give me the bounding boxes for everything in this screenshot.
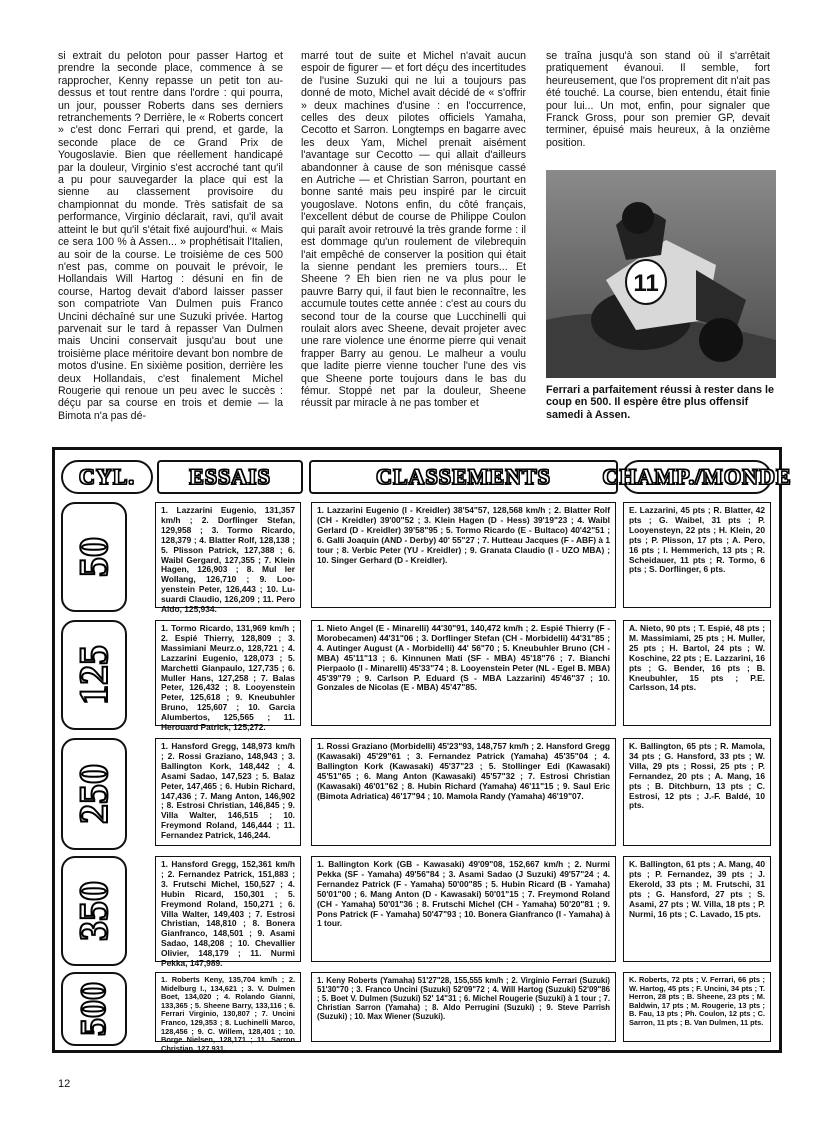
cyl-label: 500 xyxy=(73,982,113,1036)
cyl-badge xyxy=(61,972,127,1046)
essais-cell: 1. Lazzarini Eugenio, 131,357 km/h ; 2. Dorflinger Stefan, 129,958 ; 3. Tormo Ricardo, 128,379 ; 4. Blatter Rolf, 128,138 ; 5. Plisson Patrick, 127,388 ; 6. Waibl Gergard, 127,355 ; 7. Klein Hagen, 126,903 ; 8. Mul ler Wollang, 126,710 ; 9. Loo- yenstein Peter, 126,443 ; 10. Lu- suardi Claudio, 126,209 ; 11. Pero Aldo, 125,934. xyxy=(155,502,301,608)
article-column-1: si extrait du peloton pour passer Hartog et prendre la seconde place, commence à se rapprocher, Kenny repasse un petit ton au-dessus et tout rentre dans l'ordre : qui pourra, un jour, pousser Roberts dans ses derniers retranchements ? Derrière, le « Roberts concert » c'est donc Ferrari qui prend, et garde, la seconde place de ce Grand Prix de Yougoslavie. Bien que réellement handicapé par la douleur, Virginio s'est accroché tant qu'il a pu pour sauvegarder la place qui est la sienne au classement provisoire du championnat du monde. Très satisfait de sa performance, Virginio déclarait, ravi, qu'il avait atteint le but qu'il s'était fixé aujourd'hui. « Mais ce sera 100 % à Assen... » prophétisait l'Italien, au soir de la course. Le troisième de ces 500 n'est pas, comme on pouvait le prévoir, le Hollandais Will Hartog : désuni en fin de course, Hartog devait d'abord laisser passer son compatriote Van Dulmen puis Franco Uncini déchaîné sur une Suzuki privée. Hartog parvenait sur le tard à repasser Van Dulmen mais Uncini conservait jusqu'au bout une troisième place méritoire devant bon nombre de motos d'usine. En sixième position, derrière les deux Hollandais, c'est finalement Michel Rougerie qui renoue un peu avec le succès : déçu par sa course en trois et demie — la Bimota n'a pas dé- xyxy=(58,50,283,422)
classements-cell: 1. Ballington Kork (GB - Kawasaki) 49'09"08, 152,667 km/h ; 2. Nurmi Pekka (SF - Yamaha) 49'56"84 ; 3. Asami Sadao (J Suzuki) 49'57"24 ; 4. Fernandez Patrick (F - Yamaha) 50'00"85 ; 5. Hubin Ricard (B - Yamaha) 50'01"00 ; 6. Mang Anton (D - Kawasaki) 50'01"15 ; 7. Freymond Roland (CH - Yamaha) 50'01"36 ; 8. Frutschi Michel (CH - Yamaha) 50'20"81 ; 9. Pons Patrick (F - Yamaha) 50'47"93 ; 10. Bonera Gianfranco (I - Yamaha) à 1 tour. xyxy=(311,856,616,962)
header-essais: ESSAIS xyxy=(157,460,303,494)
article-column-2: marré tout de suite et Michel n'avait aucun espoir de figurer — et fort déçu des incertitudes de l'usine Suzuki qui ne lui a toujours pas donné de moto, Michel avait décidé de « s'offrir » deux machines d'usine : en l'occurrence, celles des deux pilotes officiels Yamaha, Cecotto et Sarron. Longtemps en bagarre avec les deux Yam, Michel prenait aisément l'avantage sur Cecotto — qui allait d'ailleurs abandonner à cause de son ménisque cassé en Autriche — et Christian Sarron, pourtant en bonne santé mais peu inspiré par le circuit yougoslave. Notons enfin, du côté français, l'excellent début de course de Philippe Coulon qui paraît avoir retrouvé la très grande forme : il est dommage qu'un roulement de vilebrequin l'ait empêché de conserver la position qui était la sienne pendant les premiers tours... Et Sheene ? Eh bien rien ne va plus pour le pauvre Barry qui, il faut bien le reconnaître, les accumule toutes cette année : c'est au cours du second tour de la course que Lucchinelli qui roulait alors avec Sheene, devait projeter avec une rare violence une énorme pierre qui venait frapper Barry au genou. Le malheur a voulu que ladite pierre vienne toucher l'une des vis que Sheene porte toujours dans le bas du fémur. Stoppé net par la douleur, Sheene réussit par miracle à ne pas tomber et xyxy=(301,50,526,410)
champ-cell: E. Lazzarini, 45 pts ; R. Blatter, 42 pts ; G. Waibel, 31 pts ; P. Looyensteyn, 22 pts ; H. Klein, 20 pts ; P. Plisson, 17 pts ; A. Pero, 16 pts ; I. Hemmerich, 13 pts ; R. Scheidauer, 11 pts ; R. Tormo, 6 pts ; S. Dorflinger, 6 pts. xyxy=(623,502,771,608)
cyl-badge xyxy=(61,502,127,612)
photo-caption: Ferrari a parfaitement réussi à rester dans le coup en 500. Il espère être plus offensif samedi à Assen. xyxy=(546,384,775,421)
header-cyl: CYL. xyxy=(61,460,153,494)
article-column-3: se traîna jusqu'à son stand où il s'arrêtait pratiquement évanoui. Il semble, fort heureusement, que l'os proprement dit n'ait pas été touché. La course, bien entendu, était finie pour lui... Un mot, enfin, pour signaler que Franck Gross, pour son premier GP, devait terminer, épuisé mais heureux, à la onzième position. xyxy=(546,50,770,149)
header-champ-monde: CHAMP./MONDE xyxy=(622,460,772,494)
row-350cc xyxy=(55,856,779,969)
cyl-badge xyxy=(61,856,127,966)
page-number: 12 xyxy=(58,1078,71,1090)
results-table xyxy=(52,447,792,1053)
champ-cell: K. Ballington, 61 pts ; A. Mang, 40 pts ; P. Fernandez, 39 pts ; J. Ekerold, 33 pts ; M. Frutschi, 31 pts ; G. Hansford, 27 pts ; S. Asami, 27 pts ; W. Villa, 18 pts ; P. Nurmi, 16 pts ; C. Lavado, 15 pts. xyxy=(623,856,771,962)
essais-cell: 1. Roberts Keny, 135,704 km/h ; 2. Midelburg I., 134,621 ; 3. V. Dulmen Boet, 134,020 ; 4. Rolando Gianni, 133,365 ; 5. Sheene Barry, 133,116 ; 6. Ferrari Virginio, 130,807 ; 7. Uncini Franco, 129,353 ; 8. Luchinelli Marco, 128,456 ; 9. C. Willem, 128,401 ; 10. Borge Nielsen, 128,171 ; 11. Sarron Christian, 127,931. xyxy=(155,972,301,1042)
essais-cell: 1. Hansford Gregg, 152,361 km/h ; 2. Fernandez Patrick, 151,883 ; 3. Frutschi Michel, 150,527 ; 4. Hubin Ricard, 150,301 ; 5. Freymond Roland, 150,271 ; 6. Villa Walter, 149,403 ; 7. Estrosi Christian, 148,810 ; 8. Bonera Gianfranco, 148,501 ; 9. Asami Sadao, 148,208 ; 10. Chevallier Olivier, 148,179 ; 11. Nurmi Pekka, 147,989. xyxy=(155,856,301,962)
cyl-badge xyxy=(61,620,127,730)
cyl-badge xyxy=(61,738,127,850)
cyl-label: 350 xyxy=(71,881,116,941)
classements-cell: 1. Lazzarini Eugenio (I - Kreidler) 38'54"57, 128,568 km/h ; 2. Blatter Rolf (CH - Kreidler) 39'00"52 ; 3. Klein Hagen (D - Hess) 39'19"23 ; 4. Waibl Gerlard (D - Kreidler) 39'58"95 ; 5. Tormo Ricardo (E - Bultaco) 40'42"51 ; 6. Galli Joaquin (AND - Derby) 40' 55"27 ; 7. Hutteau Jacques (F - ABF) à 1 tour ; 8. Verbic Peter (YU - Kreidler) ; 9. Granata Claudio (I - UZO MBA) ; 10. Singer Gerhard (D - Kreidler). xyxy=(311,502,616,608)
row-50cc xyxy=(55,502,779,615)
champ-cell: A. Nieto, 90 pts ; T. Espié, 48 pts ; M. Massimiami, 25 pts ; H. Muller, 25 pts ; H. Bartol, 24 pts ; W. Koschine, 22 pts ; E. Lazzarini, 16 pts ; G. Bender, 16 pts ; B. Kneubuhler, 15 pts ; P.E. Carlsson, 14 pts. xyxy=(623,620,771,726)
classements-cell: 1. Nieto Angel (E - Minarelli) 44'30"91, 140,472 km/h ; 2. Espié Thierry (F - Morobecamen) 44'31"06 ; 3. Dorflinger Stefan (CH - Morbidelli) 44'31"85 ; 4. Autinger August (A - Morbidelli) 44' 56"70 ; 5. Kneubuhler Bruno (CH - MBA) 45'11"13 ; 6. Kinnunen Mati (SF - MBA) 45'18"76 ; 7. Bianchi Pierpaolo (I - Minarelli) 45'33"74 ; 8. Looyenstein Peter (NL - Egel B. MBA) 45'39"79 ; 9. Carlson P. Eduard (S - MBA Lazzarini) 45'46"37 ; 10. Gonzales de Nicolas (E - MBA) 45'47"85. xyxy=(311,620,616,726)
champ-cell: K. Ballington, 65 pts ; R. Mamola, 34 pts ; G. Hansford, 33 pts ; W. Villa, 29 pts ; Rossi, 25 pts ; P. Fernandez, 20 pts ; A. Mang, 16 pts ; B. Ditchburn, 13 pts ; C. Estrosi, 12 pts ; J.-F. Baldé, 10 pts. xyxy=(623,738,771,846)
row-500cc xyxy=(55,972,779,1053)
row-125cc xyxy=(55,620,779,733)
header-classements: CLASSEMENTS xyxy=(309,460,618,494)
champ-cell: K. Roberts, 72 pts ; V. Ferrari, 66 pts ; W. Hartog, 45 pts ; F. Uncini, 34 pts ; T. Herron, 28 pts ; B. Sheene, 23 pts ; M. Baldwin, 17 pts ; M. Rougerie, 13 pts ; B. Fau, 13 pts ; Ph. Coulon, 12 pts ; C. Sarron, 11 pts ; B. Van Dulmen, 11 pts. xyxy=(623,972,771,1042)
cyl-label: 125 xyxy=(71,645,116,705)
classements-cell: 1. Rossi Graziano (Morbidelli) 45'23"93, 148,757 km/h ; 2. Hansford Gregg (Kawasaki) 45'29"61 ; 3. Fernandez Patrick (Yamaha) 45'35"04 ; 4. Ballington Kork (Kawasaki) 45'37"23 ; 5. Stollinger Edi (Kawasaki) 45'51"65 ; 6. Mang Anton (Kawasaki) 45'57"32 ; 7. Estrosi Christian (Kawasaki) 46'01"62 ; 8. Hubin Richard (Yamaha) 46'11"15 ; 9. Saul Eric (Bimota Adriatica) 46'17"94 ; 10. Mamola Randy (Yamaha) 46'19"07. xyxy=(311,738,616,846)
race-number: 11 xyxy=(633,270,659,297)
essais-cell: 1. Hansford Gregg, 148,973 km/h ; 2. Rossi Graziano, 148,943 ; 3. Ballington Kork, 148,442 ; 4. Asami Sadao, 147,523 ; 5. Balaz Peter, 147,465 ; 6. Hubin Richard, 147,436 ; 7. Mang Anton, 146,902 ; 8. Estrosi Christian, 146,845 ; 9. Villa Walter, 146,515 ; 10. Freymond Roland, 146,444 ; 11. Fernandez Patrick, 146,244. xyxy=(155,738,301,846)
row-250cc xyxy=(55,738,779,850)
cyl-label: 50 xyxy=(71,537,116,577)
essais-cell: 1. Tormo Ricardo, 131,969 km/h ; 2. Espié Thierry, 128,809 ; 3. Massimiani Meurz.o, 128,721 ; 4. Lazzarini Eugenio, 128,073 ; 5. Marchetti Gianpaulo, 127,735 ; 6. Muller Hans, 127,258 ; 7. Balas Peter, 126,432 ; 8. Looyenstein Peter, 125,618 ; 9. Kneubuhler Bruno, 125,607 ; 10. Garcia Alumbertos, 125,565 ; 11. Herouard Patrick, 125,272. xyxy=(155,620,301,726)
race-photo xyxy=(546,170,776,378)
motorcycle-rider-image xyxy=(546,170,776,378)
cyl-label: 250 xyxy=(71,764,116,824)
classements-cell: 1. Keny Roberts (Yamaha) 51'27"28, 155,555 km/h ; 2. Virginio Ferrari (Suzuki) 51'30"70 ; 3. Franco Uncini (Suzuki) 52'09"72 ; 4. Will Hartog (Suzuki) 52'09"86 ; 5. Boet V. Dulmen (Suzuki) 52' 14"31 ; 6. Michel Rougerie (Suzuki) à 1 tour ; 7. Christian Sarron (Yamaha) ; 8. Aldo Perrugini (Suzuki) ; 9. Steve Parrish (Suzuki) ; 10. Max Wiener (Suzuki). xyxy=(311,972,616,1042)
